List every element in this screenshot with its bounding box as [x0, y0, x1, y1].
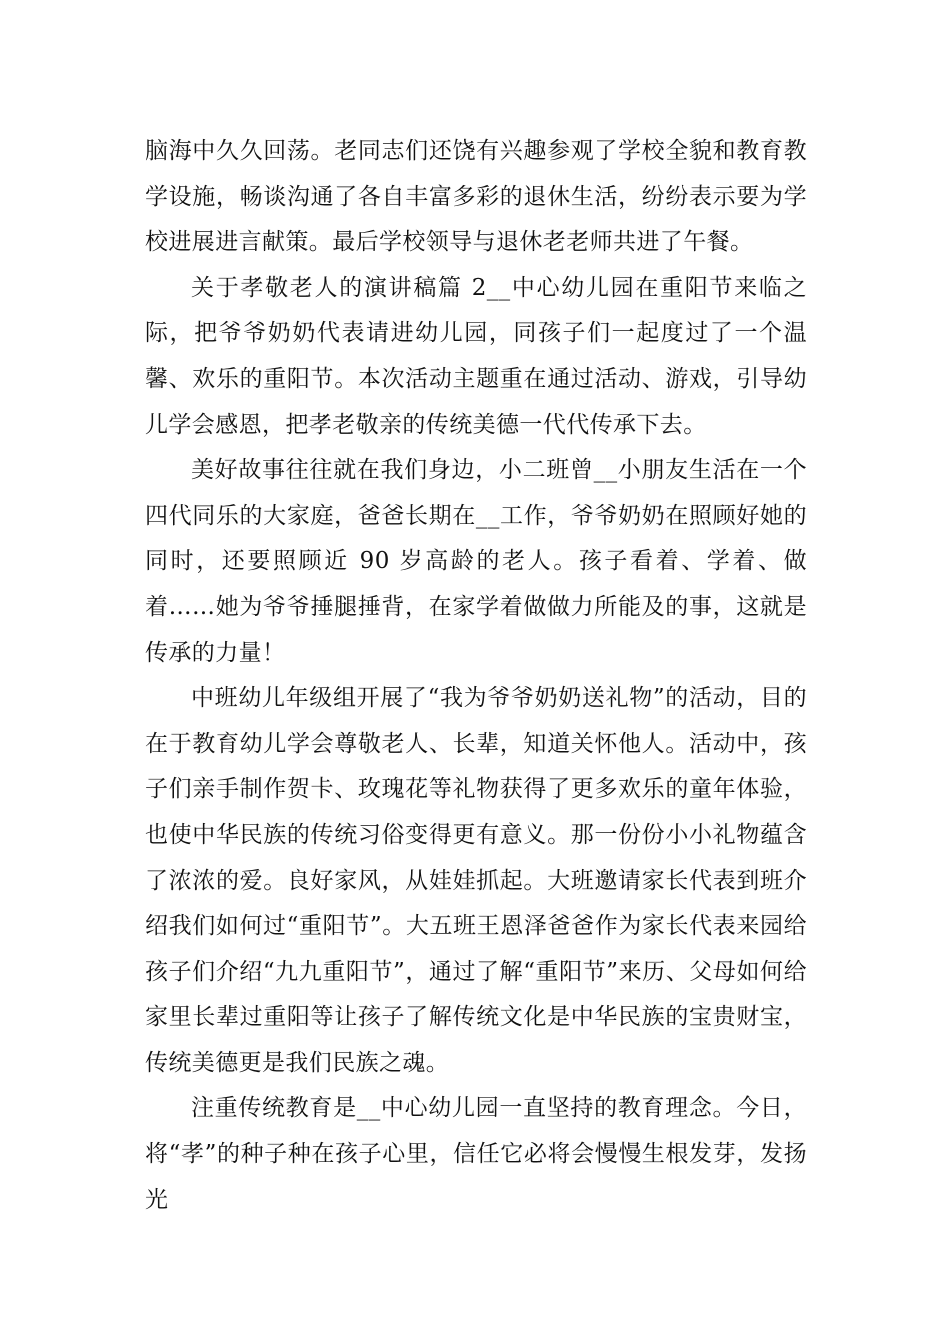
document-body — [145, 129, 807, 1223]
paragraph-continued: 脑海中久久回荡。老同志们还饶有兴趣参观了学校全貌和教育教学设施，畅谈沟通了各自丰富多彩的退休生活，纷纷表示要为学校进展进言献策。最后学校领导与退休老老师共进了午餐。 — [145, 138, 807, 256]
paragraph-education-concept: 注重传统教育是__中心幼儿园一直坚持的教育理念。今日，将“孝”的种子种在孩子心里，信任它必将会慢慢生根发芽，发扬光 — [145, 1095, 807, 1213]
paragraph-speech-2-intro: 关于孝敬老人的演讲稿篇 2__中心幼儿园在重阳节来临之际，把爷爷奶奶代表请进幼儿园，同孩子们一起度过了一个温馨、欢乐的重阳节。本次活动主题重在通过活动、游戏，引导幼儿学会感恩，把孝老敬亲的传统美德一代代传承下去。 — [145, 274, 807, 438]
paragraph-family-story: 美好故事往往就在我们身边，小二班曾__小朋友生活在一个四代同乐的大家庭，爸爸长期在__工作，爷爷奶奶在照顾好她的同时，还要照顾近 90 岁高龄的老人。孩子看着、学着、做着……她为爷爷捶腿捶背，在家学着做做力所能及的事，这就是传承的力量！ — [145, 457, 807, 666]
paragraph-gift-activity: 中班幼儿年级组开展了“我为爷爷奶奶送礼物”的活动，目的在于教育幼儿学会尊敬老人、长辈，知道关怀他人。活动中，孩子们亲手制作贺卡、玫瑰花等礼物获得了更多欢乐的童年体验，也使中华民族的传统习俗变得更有意义。那一份份小小礼物蕴含了浓浓的爱。良好家风，从娃娃抓起。大班邀请家长代表到班介绍我们如何过“重阳节”。大五班王恩泽爸爸作为家长代表来园给孩子们介绍“九九重阳节”，通过了解“重阳节”来历、父母如何给家里长辈过重阳等让孩子了解传统文化是中华民族的宝贵财宝，传统美德更是我们民族之魂。 — [145, 685, 807, 1076]
